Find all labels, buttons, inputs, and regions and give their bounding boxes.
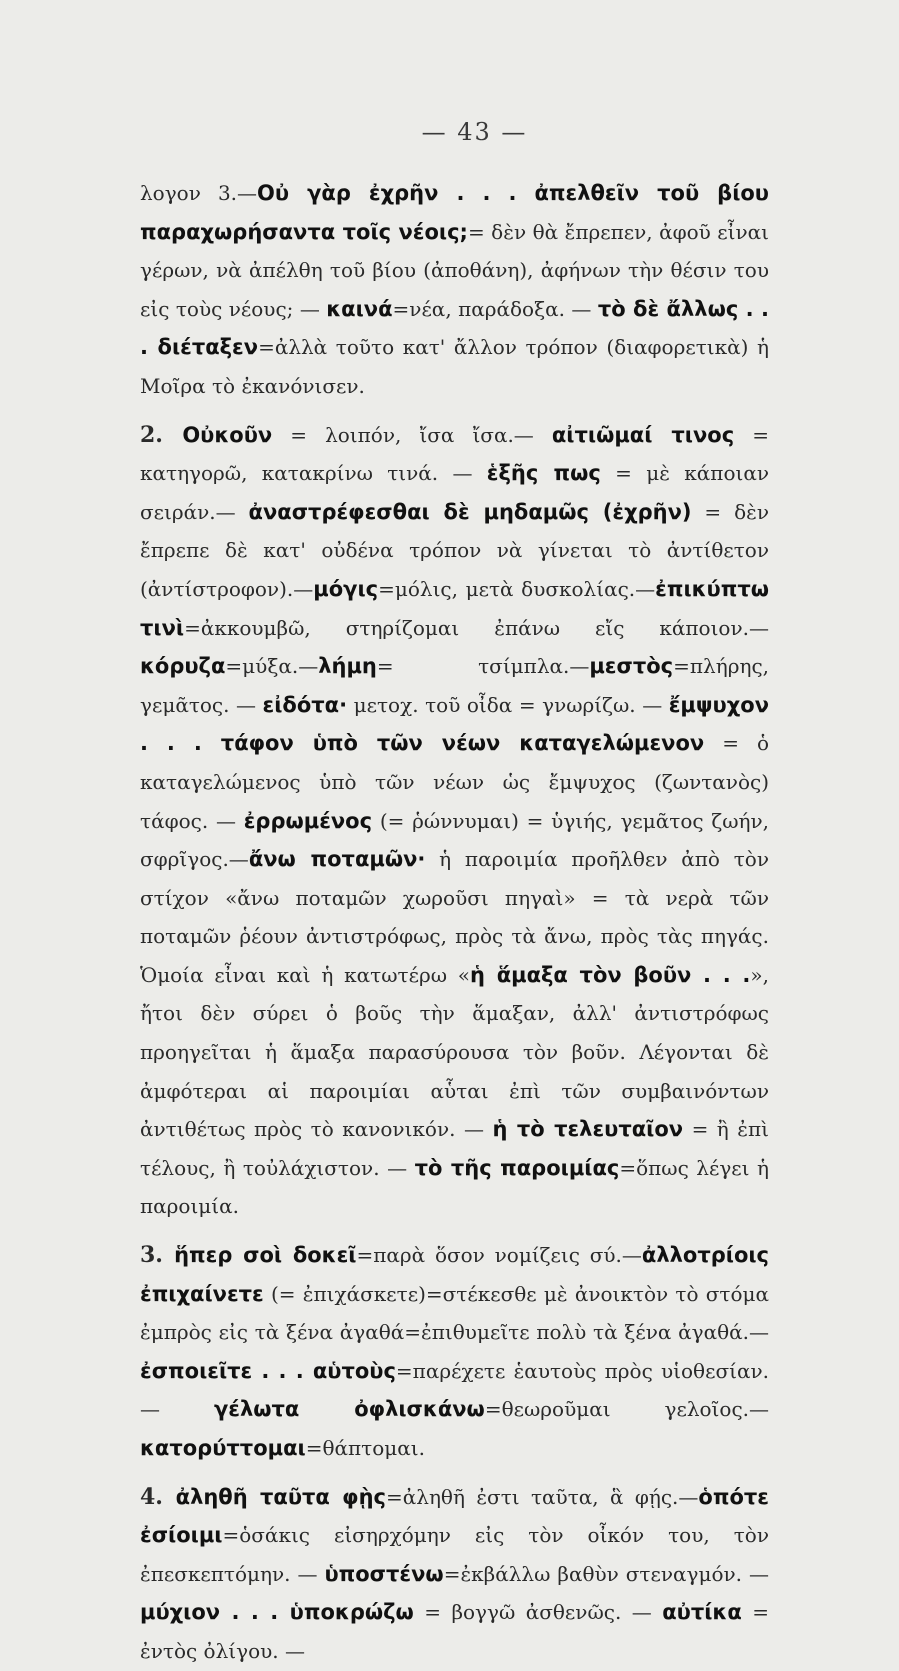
lemma: ἐπικύπτω τινὶ [140,576,769,640]
gloss: = ὁ καταγελώμενος ὑπὸ τῶν νέων ὡς ἔμψυχος (ζωντανὸς) τάφος. — [140,731,769,833]
body-text [140,174,769,1671]
gloss: μετοχ. τοῦ οἶδα = γνωρίζω. — [347,692,669,717]
gloss: », ἤτοι δὲν σύρει ὁ βοῦς τὴν ἅμαξαν, ἀλλ' ἀντιστρόφως προηγεῖται ἡ ἅμαξα παρασύρουσα τὸν βοῦν. Λέγονται δὲ ἀμφότεραι αἱ παροιμίαι αὗται ἐπὶ τῶν συμβαινόντων ἀντιθέτως πρὸς τὸ κανονικόν. — [140,962,770,1142]
lemma: κόρυζα [140,654,226,679]
gloss: = μὲ κάποιαν σειράν.— [140,461,769,524]
gloss: =πλήρης, γεμᾶτος. — [140,654,769,717]
lemma: τὸ τῆς παροιμίας [414,1155,620,1180]
lemma: ἡ ἅμαξα τὸν βοῦν . . . [470,962,751,987]
lemma: αἰτιῶμαί τινος [551,422,735,447]
gloss: = βογγῶ ἀσθενῶς. — [413,1600,663,1625]
lemma: κατορύττομαι [140,1436,306,1460]
gloss: = τσίμπλα.— [376,654,590,679]
lemma: ἀληθῆ ταῦτα φῂς [175,1484,386,1509]
lemma: ἡ τὸ τελευταῖον [492,1117,684,1142]
paragraph [140,416,769,1226]
gloss: =ἀκκουμβῶ, στηρίζομαι ἐπάνω εἴς κάποιον.— [184,615,769,640]
gloss: (= ῥώννυμαι) = ὑγιής, γεμᾶτος ζωήν, σφρῖγος.— [140,808,769,872]
lemma: ἀλλοτρίοις ἐπιχαίνετε [140,1243,769,1306]
gloss: =θεωροῦμαι γελοῖος.— [484,1397,770,1422]
gloss: = δὲν θὰ ἔπρεπεν, ἀφοῦ εἶναι γέρων, νὰ ἀπέλθη τοῦ βίου (ἀποθάνη), ἀφήνων τὴν θέσιν του εἰς τοὺς νέους; — [140,219,769,321]
lemma: ἀναστρέφεσθαι δὲ μηδαμῶς (ἐχρῆν) [248,499,692,524]
paragraph [140,174,769,406]
lemma: λήμη [318,654,377,679]
gloss: =ἀλλὰ τοῦτο κατ' ἄλλον τρόπον (διαφορετικὰ) ἡ Μοῖρα τὸ ἐκανόνισεν. [140,335,769,398]
gloss: =ἀληθῆ ἐστι ταῦτα, ἃ φῄς.— [386,1484,699,1509]
lemma: ἑξῆς πως [486,461,601,486]
gloss: =παρὰ ὅσον νομίζεις σύ.— [356,1243,642,1268]
lemma: ἐσποιεῖτε . . . αὑτοὺς [140,1358,396,1383]
paragraph-number: 2. [140,421,183,448]
gloss: =ἐκβάλλω βαθὺν στεναγμόν. — [443,1561,770,1586]
lemma: ὁπότε ἐσίοιμι [140,1484,769,1548]
gloss: = ἐντὸς ὀλίγου. — [140,1600,769,1663]
lemma: Οὐκοῦν [182,422,273,447]
lemma: εἰδότα· [262,692,348,717]
lemma: ὑποστένω [324,1561,444,1586]
paragraph-number: 4. [140,1483,176,1510]
lemma: τὸ δὲ ἄλλως . . . διέταξεν [140,296,769,360]
lemma: καινά [326,296,393,321]
gloss: ἡ παροιμία προῆλθεν ἀπὸ τὸν στίχον «ἄνω ποταμῶν χωροῦσι πηγαὶ» = τὰ νερὰ τῶν ποταμῶν ῥέουν ἀντιστρόφως, πρὸς τὰ ἄνω, πρὸς τὰς πηγάς. Ὁμοία εἶναι καὶ ἡ κατωτέρω « [140,847,769,987]
paragraph-number: 3. [140,1242,175,1269]
lemma: γέλωτα ὀφλισκάνω [213,1397,485,1422]
paragraph [140,1236,769,1468]
gloss: =παρέχετε ἑαυτοὺς πρὸς υἱοθεσίαν. — [140,1358,769,1422]
lemma: ἄνω ποταμῶν· [248,847,426,872]
gloss: = λοιπόν, ἴσα ἴσα.— [272,422,552,447]
gloss: =μόλις, μετὰ δυσκολίας.— [378,576,656,601]
gloss: = δὲν ἔπρεπε δὲ κατ' οὐδένα τρόπον νὰ γίνεται τὸ ἀντίθετον (ἀντίστροφον).— [140,499,770,601]
gloss: =ὅπως λέγει ἡ παροιμία. [140,1155,769,1219]
lemma: μεστὸς [589,654,674,679]
gloss: λογον 3.— [140,181,258,205]
gloss: =θάπτομαι. [305,1436,425,1460]
page-number: — 43 — [421,118,528,146]
gloss: =νέα, παράδοξα. — [392,296,598,321]
lemma: μύχιον . . . ὑποκρώζω [140,1600,414,1625]
gloss: = ἢ ἐπὶ τέλους, ἢ τοὐλάχιστον. — [140,1117,769,1180]
lemma: ἥπερ σοὶ δοκεῖ [174,1243,357,1268]
paragraph [140,1478,769,1671]
lemma: Οὐ γὰρ ἐχρῆν . . . ἀπελθεῖν τοῦ βίου παραχωρήσαντα τοῖς νέοις; [140,181,769,244]
gloss: =ὁσάκις εἰσηρχόμην εἰς τὸν οἶκόν του, τὸν ἐπεσκεπτόμην. — [140,1523,769,1586]
lemma: ἐρρωμένος [243,808,373,833]
lemma: ἔμψυχον . . . τάφον ὑπὸ τῶν νέων καταγελώμενον [140,692,769,756]
lemma: αὐτίκα [662,1600,742,1625]
gloss: (= ἐπιχάσκετε)=στέκεσθε μὲ ἀνοικτὸν τὸ στόμα ἐμπρὸς εἰς τὰ ξένα ἀγαθά=ἐπιθυμεῖτε πολὺ τὰ ξένα ἀγαθά.— [140,1281,769,1345]
gloss: =μύξα.— [225,654,319,679]
gloss: = κατηγορῶ, κατακρίνω τινά. — [140,422,769,486]
lemma: μόγις [313,576,379,601]
